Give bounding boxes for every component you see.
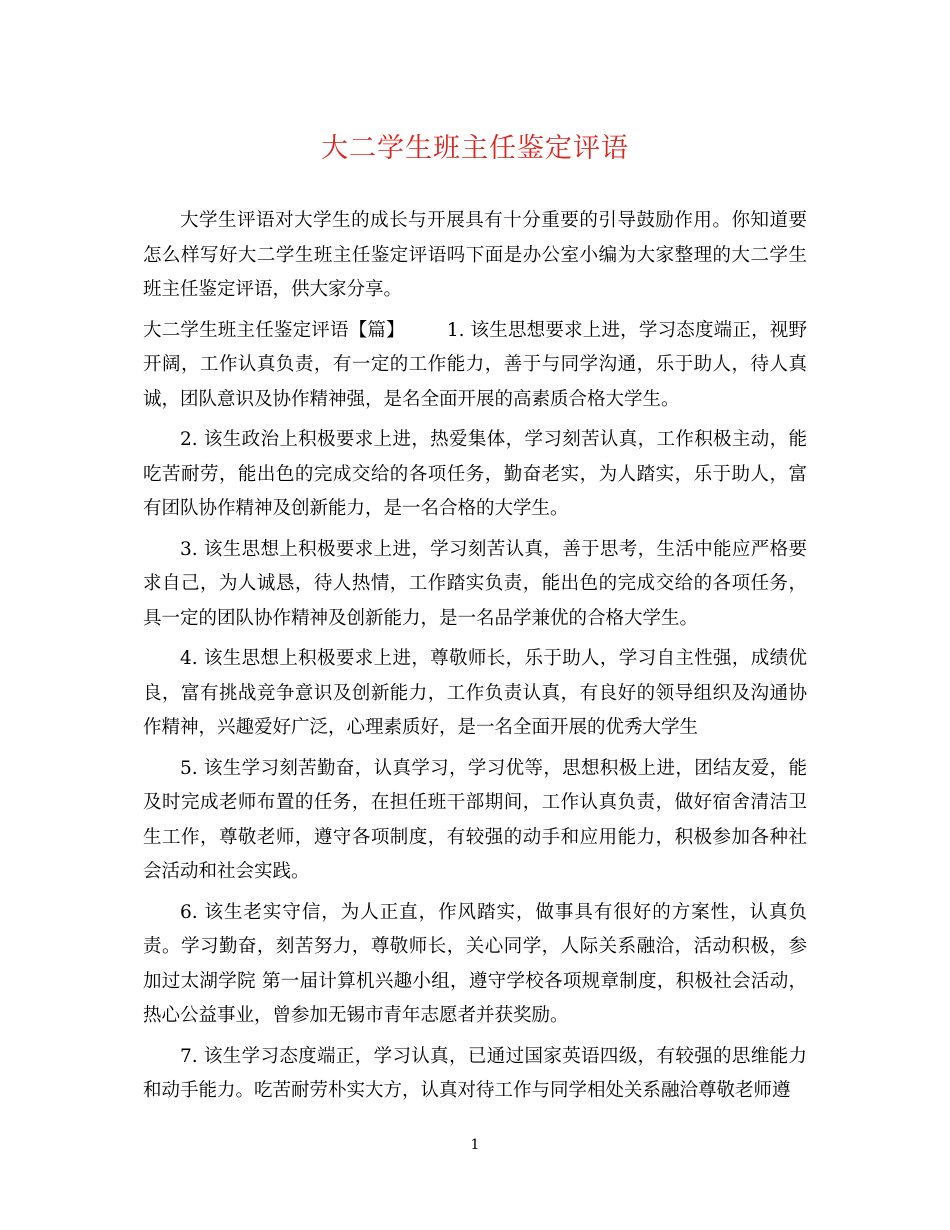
list-item: 2. 该生政治上积极要求上进，热爱集体，学习刻苦认真，工作积极主动，能吃苦耐劳，能出色的完成交给的各项任务，勤奋老实，为人踏实，乐于助人，富有团队协作精神及创新能力，是一名合格的大学生。 [143,429,807,519]
intro-paragraph: 大学生评语对大学生的成长与开展具有十分重要的引导鼓励作用。你知道要怎么样写好大二学生班主任鉴定评语吗下面是办公室小编为大家整理的大二学生班主任鉴定评语，供大家分享。 [143,210,807,300]
section-paragraph [143,314,807,418]
list-item: 4. 该生思想上积极要求上进，尊敬师长，乐于助人，学习自主性强，成绩优良，富有挑战竞争意识及创新能力，工作负责认真，有良好的领导组织及沟通协作精神，兴趣爱好广泛，心理素质好，是一名全面开展的优秀大学生 [143,648,807,738]
page-number: 1 [470,1137,480,1153]
section-heading: 大二学生班主任鉴定评语【篇】 [143,319,405,341]
list-item: 6. 该生老实守信，为人正直，作风踏实，做事具有很好的方案性，认真负责。学习勤奋，刻苦努力，尊敬师长，关心同学，人际关系融洽，活动积极，参加过太湖学院 第一届计算机兴趣小组，遵守学校各项规章制度，积极社会活动，热心公益事业，曾参加无锡市青年志愿者并获奖励。 [143,901,807,1026]
document-body [143,204,807,1115]
list-item: 5. 该生学习刻苦勤奋，认真学习，学习优等，思想积极上进，团结友爱，能及时完成老师布置的任务，在担任班干部期间，工作认真负责，做好宿舍清洁卫生工作，尊敬老师，遵守各项制度，有较强的动手和应用能力，积极参加各种社会活动和社会实践。 [143,757,807,882]
document-title: 大二学生班主任鉴定评语 [321,133,629,164]
list-item: 3. 该生思想上积极要求上进，学习刻苦认真，善于思考，生活中能应严格要求自己，为人诚恳，待人热情，工作踏实负责，能出色的完成交给的各项任务，具一定的团队协作精神及创新能力，是一名品学兼优的合格大学生。 [143,538,807,629]
list-item: 1. 该生思想要求上进，学习态度端正，视野开阔，工作认真负责，有一定的工作能力，善于与同学沟通，乐于助人，待人真诚，团队意识及协作精神强，是名全面开展的高素质合格大学生。 [143,319,807,410]
list-item: 7. 该生学习态度端正，学习认真，已通过国家英语四级，有较强的思维能力和动手能力。吃苦耐劳朴实大方，认真对待工作与同学相处关系融洽尊敬老师遵 [143,1045,807,1101]
